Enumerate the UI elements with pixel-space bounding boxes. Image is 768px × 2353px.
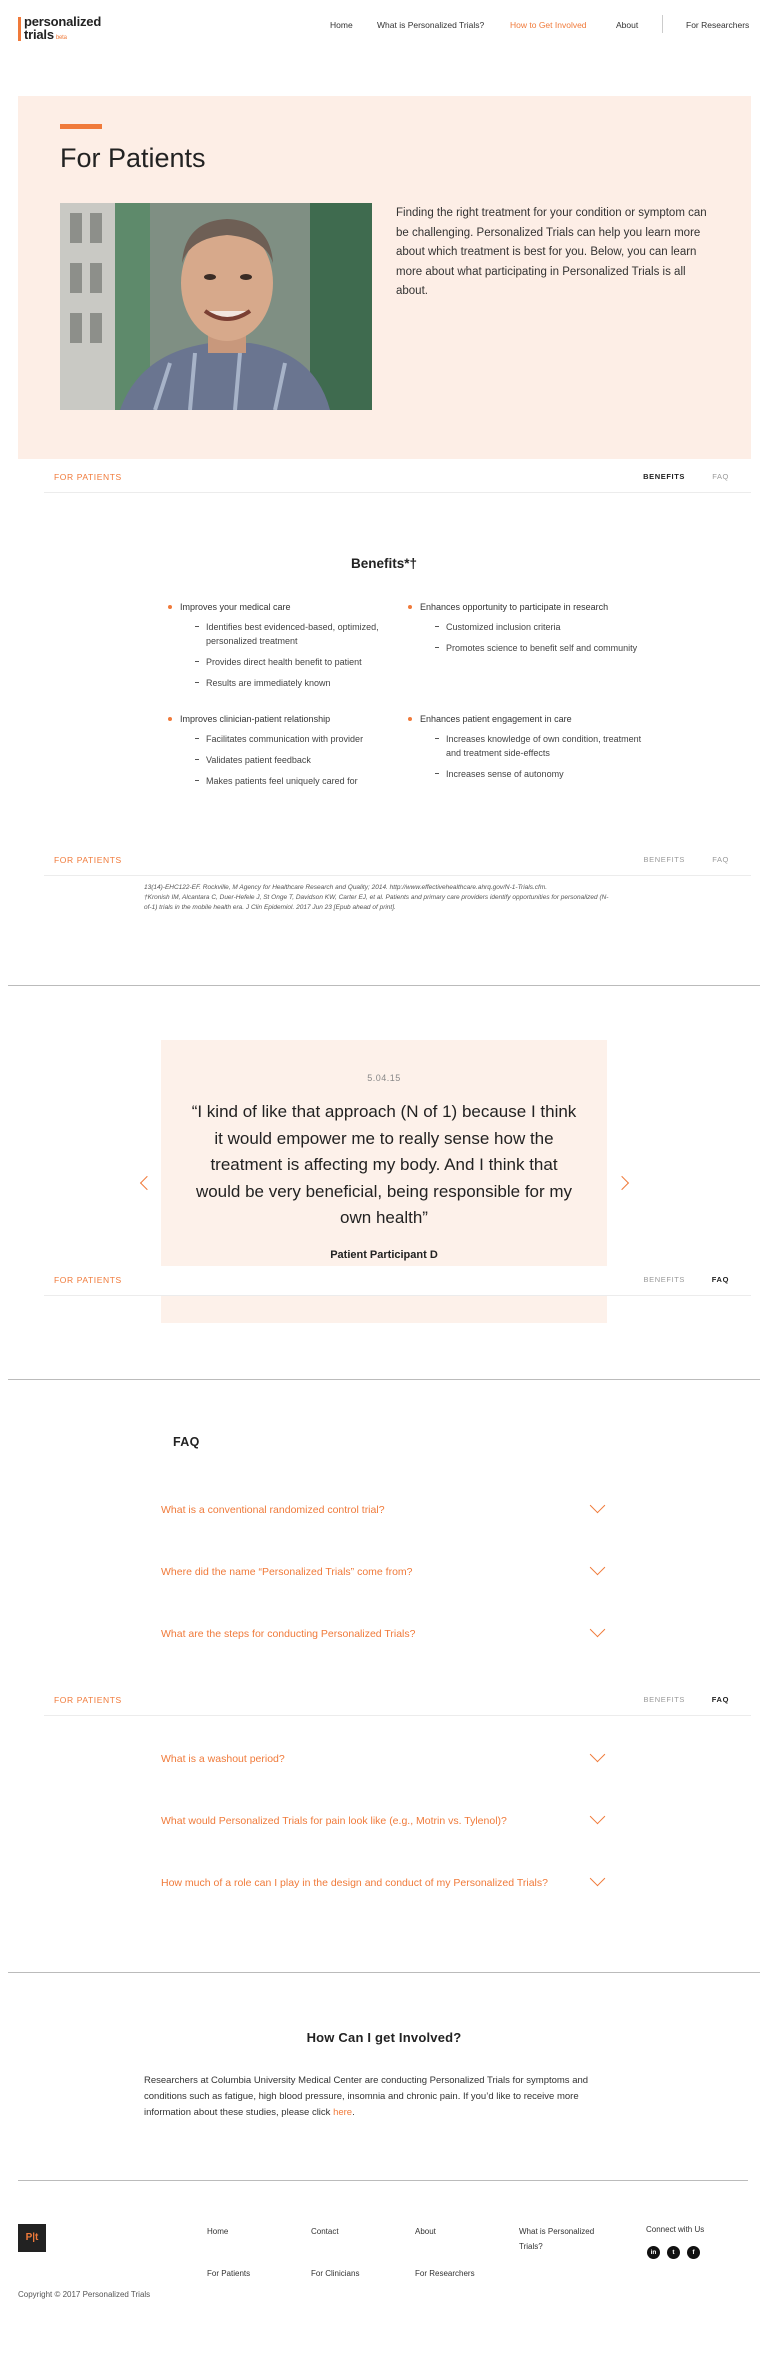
subnav-for-patients[interactable]: FOR PATIENTS (54, 1275, 122, 1285)
benefit-heading: Enhances opportunity to participate in research (408, 601, 648, 613)
patient-photo (60, 203, 372, 410)
benefit-item: Provides direct health benefit to patient (168, 655, 408, 669)
faq-question[interactable]: What would Personalized Trials for pain look like (e.g., Motrin vs. Tylenol)? (161, 1815, 507, 1827)
faq-question[interactable]: What are the steps for conducting Personalized Trials? (161, 1628, 416, 1640)
subnav-benefits[interactable]: BENEFITS (643, 1695, 685, 1704)
benefit-item: Validates patient feedback (168, 753, 408, 767)
facebook-icon[interactable]: f (687, 2246, 700, 2259)
benefit-item: Customized inclusion criteria (408, 620, 648, 634)
quote-date: 5.04.15 (367, 1073, 401, 1083)
subnav-faq[interactable]: FAQ (711, 1695, 729, 1704)
nav-get-involved[interactable]: How to Get Involved (510, 20, 587, 30)
subnav-benefits[interactable]: BENEFITS (643, 472, 685, 481)
footer-link-what-is[interactable]: What is Personalized Trials? (519, 2227, 595, 2251)
subnav-faq[interactable]: FAQ (712, 472, 729, 481)
section-subnav (44, 846, 751, 876)
benefit-heading: Improves clinician-patient relationship (168, 713, 408, 725)
involved-end: . (352, 2107, 355, 2118)
subnav-faq[interactable]: FAQ (712, 855, 729, 864)
quote-attribution: Patient Participant D (330, 1249, 438, 1261)
faq-question[interactable]: Where did the name “Personalized Trials” come from? (161, 1566, 413, 1578)
footer-link-for-clinicians[interactable]: For Clinicians (311, 2269, 360, 2278)
hero-intro-text: Finding the right treatment for your condition or symptom can be challenging. Personalized Trials can help you learn more about which treatment is best for you. Below, you can learn more about what participating in Personalized Trials is all about. (396, 207, 707, 297)
chevron-down-icon[interactable] (590, 1622, 606, 1638)
involved-body: Researchers at Columbia University Medical Center are conducting Personalized Trials for symptoms and conditions such as fatigue, high blood pressure, insomnia and chronic pain. If you’d like to receive more information about these studies, please click (144, 2075, 589, 2118)
benefit-item: Makes patients feel uniquely cared for (168, 774, 408, 788)
subnav-benefits[interactable]: BENEFITS (643, 1275, 685, 1284)
benefit-heading: Enhances patient engagement in care (408, 713, 648, 725)
chevron-down-icon[interactable] (590, 1747, 606, 1763)
section-subnav (44, 1266, 751, 1296)
chevron-down-icon[interactable] (590, 1809, 606, 1825)
subnav-for-patients[interactable]: FOR PATIENTS (54, 1695, 122, 1705)
nav-about[interactable]: About (616, 20, 639, 30)
involved-title: How Can I get Involved? (306, 2030, 462, 2045)
subnav-for-patients[interactable]: FOR PATIENTS (54, 472, 122, 482)
reference-item: †Kronish IM, Alcantara C, Duer-Hefele J, St Onge T, Davidson KW, Carter EJ, et al. Patients and primary care providers identify opportunities for personalized (N-of-1) trials in the mobile health era. J Clin Epidemiol. 2017 Jun 23 [Epub ahead of print]. (144, 894, 609, 911)
faq-title: FAQ (173, 1435, 200, 1449)
benefits-references (144, 883, 614, 913)
involved-here-link[interactable]: here (333, 2107, 353, 2118)
section-divider (8, 985, 760, 986)
nav-divider (662, 15, 663, 33)
faq-question[interactable]: What is a conventional randomized control trial? (161, 1504, 385, 1516)
copyright: Copyright © 2017 Personalized Trials (18, 2290, 151, 2299)
logo-beta: beta (55, 35, 67, 41)
nav-what-is[interactable]: What is Personalized Trials? (377, 20, 485, 30)
benefit-heading: Improves your medical care (168, 601, 408, 613)
footer-connect-label: Connect with Us (646, 2225, 705, 2234)
footer-link-for-researchers[interactable]: For Researchers (415, 2269, 475, 2278)
footer-logo[interactable]: P|t (18, 2224, 46, 2252)
hero-accent-bar (60, 124, 102, 129)
quote-text: “I kind of like that approach (N of 1) because I think it would empower me to really sense how the treatment is affecting my body. And I think that would be very beneficial, being responsible for my own health” (191, 1102, 577, 1227)
benefit-group (408, 713, 648, 781)
benefit-item: Identifies best evidenced-based, optimized, personalized treatment (168, 620, 408, 648)
section-subnav (44, 463, 751, 493)
footer-link-for-patients[interactable]: For Patients (207, 2269, 251, 2278)
faq-question[interactable]: How much of a role can I play in the design and conduct of my Personalized Trials? (161, 1877, 548, 1889)
subnav-benefits[interactable]: BENEFITS (643, 855, 685, 864)
nav-home[interactable]: Home (330, 20, 353, 30)
chevron-left-icon[interactable] (140, 1176, 154, 1190)
logo[interactable] (24, 15, 101, 45)
nav-for-researchers[interactable]: For Researchers (686, 20, 750, 30)
chevron-down-icon[interactable] (590, 1560, 606, 1576)
chevron-down-icon[interactable] (590, 1871, 606, 1887)
faq-question[interactable]: What is a washout period? (161, 1753, 285, 1765)
logo-line1: personalized (24, 14, 102, 29)
benefits-title: Benefits*† (350, 556, 418, 571)
reference-item: 13(14)-EHC122-EF. Rockville, M Agency for Healthcare Research and Quality; 2014. http://www.effectivehealthcare.ahrq.gov/N-1-Trials.cfm. (144, 884, 548, 891)
twitter-icon[interactable]: t (667, 2246, 680, 2259)
footer-link-about[interactable]: About (415, 2227, 436, 2236)
section-subnav (44, 1686, 751, 1716)
benefit-item: Promotes science to benefit self and community (408, 641, 648, 655)
benefit-item: Increases knowledge of own condition, treatment and treatment side-effects (408, 732, 648, 760)
benefit-group (168, 713, 408, 788)
benefit-item: Facilitates communication with provider (168, 732, 408, 746)
benefit-item: Results are immediately known (168, 676, 408, 690)
page-title: For Patients (60, 143, 206, 173)
chevron-right-icon[interactable] (615, 1176, 629, 1190)
involved-text (144, 2073, 614, 2121)
benefit-item: Increases sense of autonomy (408, 767, 648, 781)
benefit-group (408, 601, 648, 655)
section-divider (8, 1972, 760, 1973)
logo-bar (18, 17, 21, 41)
chevron-down-icon[interactable] (590, 1498, 606, 1514)
linkedin-icon[interactable]: in (647, 2246, 660, 2259)
benefit-group (168, 601, 408, 690)
subnav-faq[interactable]: FAQ (711, 1275, 729, 1284)
subnav-for-patients[interactable]: FOR PATIENTS (54, 855, 122, 865)
logo-line2: trials (24, 27, 54, 42)
footer-divider (18, 2180, 748, 2181)
footer-link-contact[interactable]: Contact (311, 2227, 339, 2236)
footer-link-home[interactable]: Home (207, 2227, 229, 2236)
section-divider (8, 1379, 760, 1380)
